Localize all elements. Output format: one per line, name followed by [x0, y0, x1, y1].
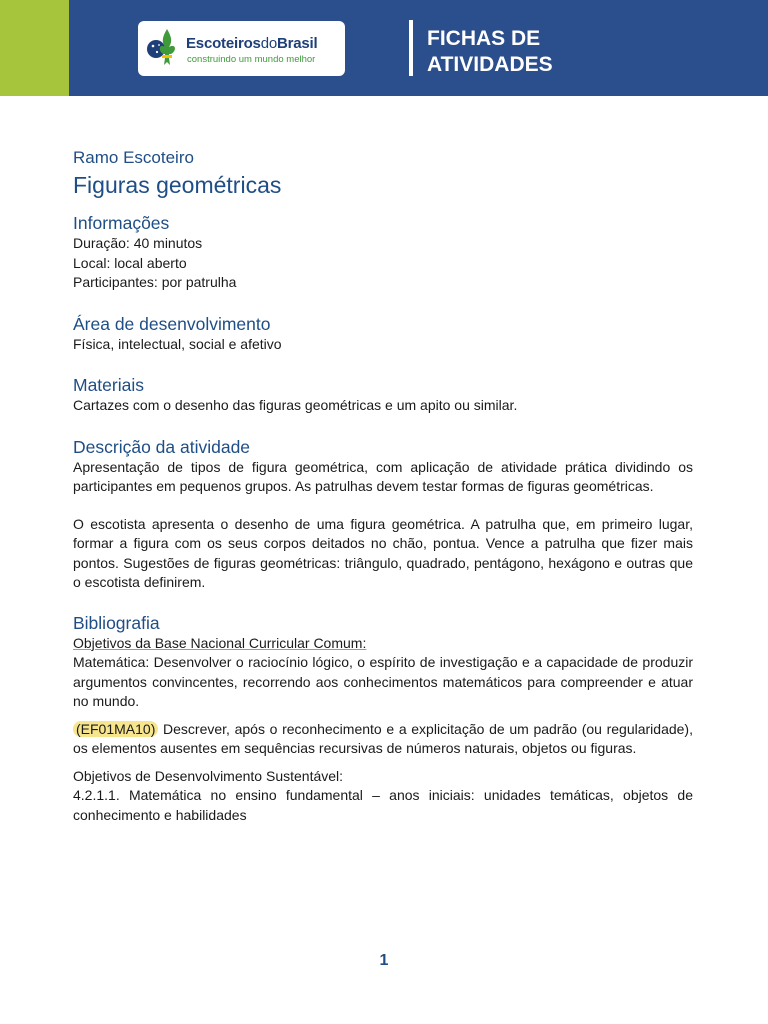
- header-accent-strip: [0, 0, 69, 96]
- section-info: [73, 212, 693, 293]
- skill-code-text: Descrever, após o reconhecimento e a explicitação de um padrão (ou regularidade), os elementos ausentes em sequências recursivas de números naturais, objetos ou figuras.: [73, 720, 693, 756]
- header-divider: [409, 20, 413, 76]
- materials-text: Cartazes com o desenho das figuras geométricas e um apito ou similar.: [73, 397, 518, 413]
- page-title: Figuras geométricas: [73, 172, 282, 198]
- materials-heading: Materiais: [73, 375, 144, 395]
- area-text: Física, intelectual, social e afetivo: [73, 335, 282, 352]
- description-paragraph-2: O escotista apresenta o desenho de uma figura geométrica. A patrulha que, em primeiro lugar, formar a figura com os seus corpos deitados no chão, pontua. Vence a patrulha que fizer mais pontos. Sugestões de figuras geométricas: triângulo, quadrado, pentágono, hexágono e outras que o escotista definirem.: [73, 515, 693, 590]
- logo-brand-part2: do: [260, 35, 277, 52]
- document-body: [73, 148, 693, 825]
- header-title-line1: FICHAS DE: [427, 27, 541, 50]
- logo-brand-part3: Brasil: [277, 35, 318, 52]
- info-heading: Informações: [73, 213, 170, 233]
- escoteiros-logo: [138, 21, 345, 76]
- ods-label: Objetivos de Desenvolvimento Sustentável:: [73, 767, 344, 784]
- page-number: 1: [379, 952, 389, 969]
- section-materials: [73, 374, 693, 416]
- section-area: [73, 313, 693, 355]
- skill-code-badge: (EF01MA10): [73, 721, 158, 737]
- ramo-label: Ramo Escoteiro: [73, 148, 194, 167]
- bncc-skill: [73, 720, 693, 759]
- section-description: [73, 436, 693, 593]
- header-title: [427, 26, 553, 78]
- info-participants: Participantes: por patrulha: [73, 274, 237, 290]
- bncc-text: Matemática: Desenvolver o raciocínio lógico, o espírito de investigação e a capacidade de produzir argumentos convincentes, recorrendo aos conhecimentos matemáticos para compreender e atuar no mundo.: [73, 654, 693, 709]
- header-title-line2: ATIVIDADES: [427, 53, 553, 76]
- area-heading: Área de desenvolvimento: [73, 313, 271, 334]
- logo-tagline: construindo um mundo melhor: [187, 54, 316, 65]
- bncc-label: Objetivos da Base Nacional Curricular Comum:: [73, 634, 367, 651]
- description-paragraph-1: Apresentação de tipos de figura geométrica, com aplicação de atividade prática dividindo os participantes em pequenos grupos. As patrulhas devem testar formas de figuras geométricas.: [73, 458, 693, 494]
- ods-text: 4.2.1.1. Matemática no ensino fundamental – anos iniciais: unidades temáticas, objetos de conhecimento e habilidades: [73, 787, 693, 823]
- info-location: Local: local aberto: [73, 254, 187, 271]
- fleur-de-lis-icon: [146, 27, 182, 69]
- logo-brand-part1: Escoteiros: [186, 35, 261, 52]
- header-bar: [0, 0, 768, 96]
- description-heading: Descrição da atividade: [73, 436, 251, 457]
- info-duration: Duração: 40 minutos: [73, 235, 203, 251]
- bibliography-heading: Bibliografia: [73, 612, 160, 633]
- logo-brand-name: [186, 35, 318, 52]
- section-bibliography: [73, 612, 693, 826]
